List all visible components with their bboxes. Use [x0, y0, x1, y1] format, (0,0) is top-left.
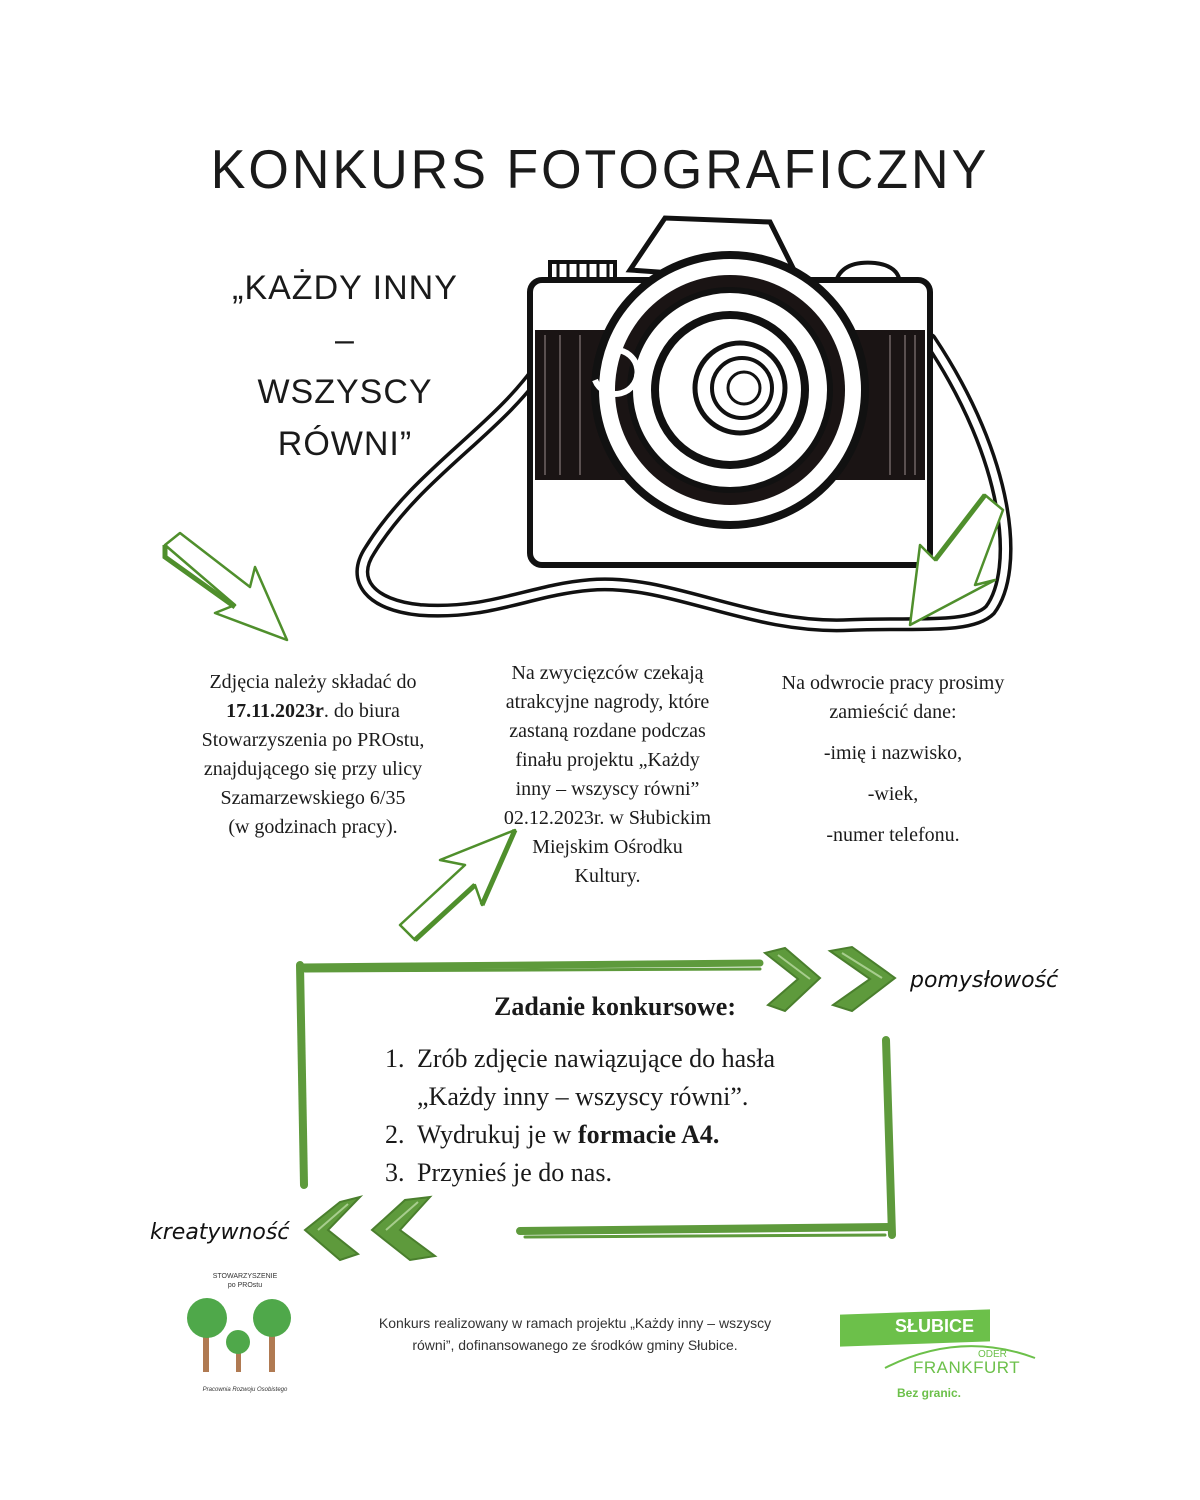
task-text [417, 1040, 775, 1116]
logo-city-name: SŁUBICE [895, 1316, 975, 1336]
text-line: zastaną rozdane podczas [509, 720, 706, 742]
logo-org-name [180, 1272, 310, 1290]
text-line: atrakcyjne nagrody, które [505, 691, 710, 713]
text-line [158, 697, 468, 726]
task-item [385, 1040, 905, 1116]
detail-item: -wiek, [867, 783, 919, 805]
logo-org-line: po PROstu [227, 1282, 263, 1289]
trees-icon [180, 1290, 310, 1375]
task-heading: Zadanie konkursowe: [494, 992, 736, 1021]
deadline-date: 17.11.2023r [226, 700, 324, 722]
text-line: finału projektu „Każdy [515, 749, 700, 771]
text-line: (w godzinach pracy). [228, 816, 398, 838]
task-line: „Każdy inny – wszyscy równi”. [417, 1082, 749, 1111]
logo-tagline: Bez granic. [897, 1386, 962, 1400]
task-number: 1. [385, 1044, 405, 1073]
logo-org-line: STOWARZYSZENIE [212, 1273, 278, 1280]
task-text [417, 1116, 719, 1154]
text-line: inny – wszyscy równi” [515, 778, 700, 800]
slubice-logo [835, 1300, 1035, 1400]
text-line: Konkurs realizowany w ramach projektu „Każdy inny – wszyscy [378, 1315, 772, 1331]
text-line: Zdjęcia należy składać do [209, 671, 417, 693]
text-fragment: . do biura [323, 700, 400, 722]
task-number: 2. [385, 1120, 405, 1149]
text-line: Kultury. [574, 865, 641, 887]
slogan-line: RÓWNI” [277, 425, 413, 463]
arrow-down-right-icon [155, 525, 305, 650]
slogan-line: „KAŻDY INNY [232, 269, 458, 307]
prizes-info [460, 659, 755, 891]
double-chevron-left-icon [300, 1192, 455, 1264]
task-text: Przynieś je do nas. [417, 1158, 612, 1187]
poster-title: KONKURS FOTOGRAFICZNY [210, 139, 990, 201]
task-item [385, 1116, 905, 1154]
keyword-creativity-right: pomysłowość [910, 968, 1059, 993]
text-line: znajdującego się przy ulicy [203, 758, 423, 780]
text-line: Szamarzewskiego 6/35 [220, 787, 406, 809]
logo-oder: ODER [978, 1349, 1007, 1360]
text-line: Stowarzyszenia po PROstu, [201, 729, 425, 751]
text-line: równi”, dofinansowanego ze środków gminy Słubice. [412, 1337, 738, 1353]
deadline-info [158, 668, 468, 842]
text-line: zamieścić dane: [829, 701, 957, 723]
task-number: 3. [385, 1158, 405, 1187]
keyword-creativity-left: kreatywność [150, 1220, 290, 1245]
required-details-info [752, 669, 1034, 850]
text-line: Na odwrocie pracy prosimy [781, 672, 1005, 694]
association-logo [180, 1270, 310, 1395]
text-line: Miejskim Ośrodku [532, 836, 683, 858]
text-line: Na zwycięzców czekają [511, 662, 704, 684]
detail-item: -numer telefonu. [826, 824, 960, 846]
task-line: Zrób zdjęcie nawiązujące do hasła [417, 1044, 776, 1073]
detail-item: -imię i nazwisko, [823, 742, 963, 764]
arrow-down-left-icon [895, 485, 1010, 630]
text-line: 02.12.2023r. w Słubickim [503, 807, 712, 829]
slogan-line: WSZYSCY [257, 373, 433, 411]
task-line: Wydrukuj je w [417, 1120, 578, 1149]
logo-frankfurt: FRANKFURT [913, 1358, 1021, 1377]
funding-note [340, 1312, 810, 1356]
task-list [385, 1040, 905, 1192]
logo-subtitle: Pracownia Rozwoju Osobistego [202, 1387, 288, 1393]
task-emphasis: formacie A4. [577, 1120, 720, 1149]
slogan-line: – [335, 321, 355, 359]
task-item [385, 1154, 905, 1192]
